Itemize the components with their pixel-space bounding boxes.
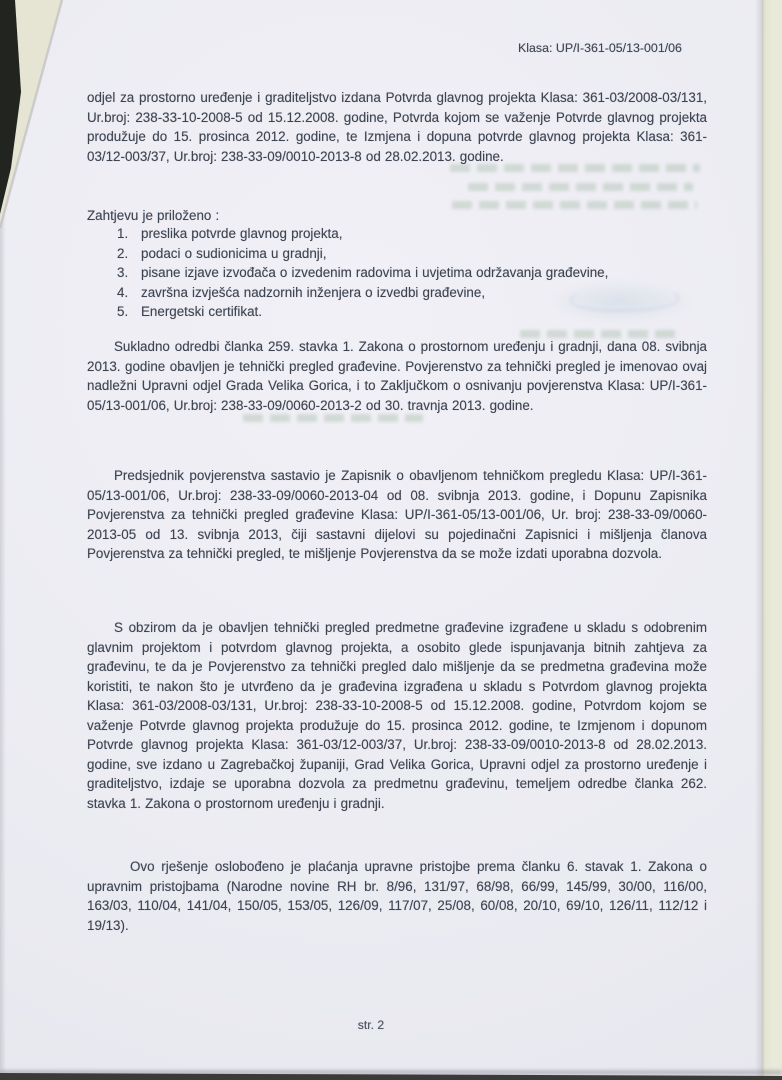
paragraph-use-permit: S obzirom da je obavljen tehnički pregled predmetne građevine izgrađene u skladu s odobrenim glavnim projektom i potvrdom glavnog projekta, a osobito glede ispunjavanja bitnih zahtjeva za građevinu, te da je Povjerenstvo za tehnički pregled dalo mišljenje da se predmetna građevina može koristiti, te nakon što je utvrđeno da je građevina izgrađena u skladu s Potvrdom glavnog projekta Klasa: 361-03/2008-03/131, Ur.broj: 238-33-10-2008-5 od 15.12.2008. godine, Potvrdom kojom se važenje Potvrde glavnog projekta produžuje do 15. prosinca 2012. godine, te Izmjenom i dopunom Potvrde glavnog projekta Klasa: 361-03/12-003/37, Ur.broj: 238-33-09/0010-2013-8 od 28.02.2013. godine, sve izdano u Zagrebačkoj županiji, Grad Velika Gorica, Upravni odjel za prostorno uređenje i graditeljstvo, izdaje se uporabna dozvola za predmetnu građevinu, temeljem odredbe članka 262. stavka 1. Zakona o prostornom uređenju i gradnji. <box>87 620 707 811</box>
paper-right-edge-shadow <box>755 0 762 1080</box>
list-item-text: Energetski certifikat. <box>141 304 262 319</box>
list-item-number: 3. <box>117 265 129 280</box>
document-class-number: Klasa: UP/I-361-05/13-001/06 <box>518 41 682 55</box>
scanner-bed-strip <box>762 0 782 1080</box>
list-item <box>117 244 707 264</box>
paragraph-continuation: odjel za prostorno uređenje i graditeljstvo izdana Potvrda glavnog projekta Klasa: 361-03/2008-03/131, Ur.broj: 238-33-10-2008-5 od 15.12.2008. godine, Potvrda kojom se važenje Potvrde glavnog projekta produžuje do 15. prosinca 2012. godine, te Izmjena i dopuna potvrde glavnog projekta Klasa: 361-03/12-003/37, Ur.broj: 238-33-09/0010-2013-8 od 28.02.2013. godine. <box>87 90 707 164</box>
list-item <box>117 224 707 244</box>
list-item-number: 4. <box>117 284 129 300</box>
list-item-text: preslika potvrde glavnog projekta, <box>141 226 343 241</box>
list-item <box>117 283 707 303</box>
attachments-list <box>87 224 707 322</box>
page-bottom-edge <box>0 1066 782 1080</box>
list-item-number: 1. <box>117 226 129 241</box>
list-item-number: 5. <box>117 304 129 319</box>
page-corner-artifact <box>0 0 92 240</box>
list-item-text: pisane izjave izvođača o izvedenim radovima i uvjetima održavanja građevine, <box>141 265 609 280</box>
paragraph-technical-inspection: Sukladno odredbi članka 259. stavka 1. Zakona o prostornom uređenju i gradnji, dana 08. svibnja 2013. godine obavljen je tehnički pregled građevine. Povjerenstvo za tehnički pregled je imenovao ovaj nadležni Upravni odjel Grada Velika Gorica, i to Zaključkom o osnivanju povjerenstva Klasa: UP/I-361-05/13-001/06, Ur.broj: 238-33-09/0060-2013-2 od 30. travnja 2013. godine. <box>87 339 707 413</box>
page-number: str. 2 <box>357 1018 385 1032</box>
list-item-text: podaci o sudionicima u gradnji, <box>141 245 327 261</box>
list-item <box>117 263 707 283</box>
list-item-number: 2. <box>117 245 129 261</box>
list-item-text: završna izvješća nadzornih inženjera o izvedbi građevine, <box>141 284 486 300</box>
paragraph-inspection-record: Predsjednik povjerenstva sastavio je Zapisnik o obavljenom tehničkom pregledu Klasa: UP/I-361-05/13-001/06, Ur.broj: 238-33-09/0060-2013-04 od 08. svibnja 2013. godine, i Dopunu Zapisnika Povjerenstva za tehnički pregled građevine Klasa: UP/I-361-05/13-001/06, Ur. broj: 238-33-09/0060-2013-05 od 13. svibnja 2013, čiji sastavni dijelovi su pojedinačni Zapisnici i mišljenja članova Povjerenstva za tehnički pregled, te mišljenje Povjerenstva da se može izdati uporabna dozvola. <box>87 468 707 561</box>
attachments-heading: Zahtjevu je priloženo : <box>87 208 220 223</box>
list-item <box>117 302 707 322</box>
paragraph-fee-exemption: Ovo rješenje oslobođeno je plaćanja upravne pristojbe prema članku 6. stavak 1. Zakona o upravnim pristojbama (Narodne novine RH br. 8/96, 131/97, 68/98, 66/99, 145/99, 30/00, 116/00, 163/03, 110/04, 141/04, 150/05, 153/05, 126/09, 117/07, 25/08, 60/08, 20/10, 69/10, 126/11, 112/12 i 19/13). <box>87 859 707 933</box>
paper-left-edge-shadow <box>0 200 6 1080</box>
